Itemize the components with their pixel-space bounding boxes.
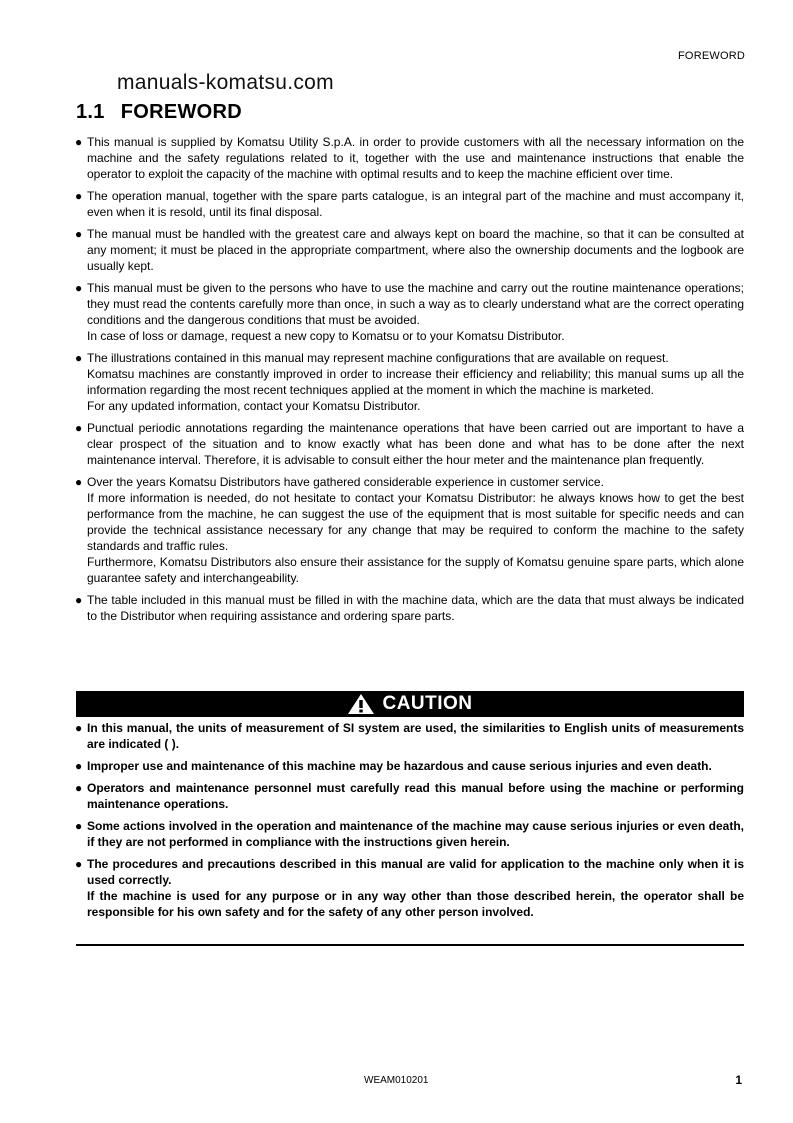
bullet-item xyxy=(76,188,744,220)
bullet-text: This manual must be given to the persons who have to use the machine and carry out the routine maintenance operations; they must read the contents carefully more than once, in such a way as to clearly understand what are the correct operating conditions and the dangerous conditions that must be avoided. xyxy=(87,281,744,327)
bullet-icon: ● xyxy=(75,593,83,607)
caution-item xyxy=(76,856,744,920)
running-header: FOREWORD xyxy=(678,50,745,62)
bullet-text: Komatsu machines are constantly improved in order to increase their efficiency and reliability; this manual sums up all the information regarding the most recent techniques applied at the moment in which the machine is marketed. xyxy=(87,367,744,397)
bullet-icon: ● xyxy=(75,281,83,295)
page-number: 1 xyxy=(735,1073,742,1087)
document-code: WEAM010201 xyxy=(364,1075,429,1086)
caution-text: Improper use and maintenance of this machine may be hazardous and cause serious injuries and even death. xyxy=(87,759,712,773)
bullet-icon: ● xyxy=(75,227,83,241)
bullet-text: The table included in this manual must be filled in with the machine data, which are the data that must always be indicated to the Distributor when requiring assistance and ordering spare parts. xyxy=(87,593,744,623)
bullet-text: This manual is supplied by Komatsu Utility S.p.A. in order to provide customers with all the necessary information on the machine and the safety regulations related to it, together with the use and maintenance instructions that enable the operator to exploit the capacity of the machine with optimal results and to keep the machine efficient over time. xyxy=(87,135,744,181)
bullet-icon: ● xyxy=(75,781,83,795)
caution-text: If the machine is used for any purpose or in any way other than those described herein, the operator shall be responsible for his own safety and for the safety of any other person involved. xyxy=(87,889,744,919)
bullet-icon: ● xyxy=(75,721,83,735)
caution-banner xyxy=(76,691,744,717)
bullet-text: If more information is needed, do not hesitate to contact your Komatsu Distributor: he always knows how to get the best performance from the machine, he can suggest the use of the equipment that is most suitable for specific needs and can provide the technical assistance necessary for any change that may be required to conform the machine to the safety standards and traffic rules. xyxy=(87,491,744,553)
bullet-text: Over the years Komatsu Distributors have gathered considerable experience in customer service. xyxy=(87,475,604,489)
bullet-item xyxy=(76,350,744,414)
bullet-text: The illustrations contained in this manual may represent machine configurations that are available on request. xyxy=(87,351,669,365)
section-number: 1.1 xyxy=(76,101,105,123)
bullet-icon: ● xyxy=(75,351,83,365)
caution-item xyxy=(76,818,744,850)
caution-text: Some actions involved in the operation and maintenance of the machine may cause serious injuries or even death, if they are not performed in compliance with the instructions given herein. xyxy=(87,819,744,849)
bullet-item xyxy=(76,592,744,624)
bullet-text: The operation manual, together with the spare parts catalogue, is an integral part of the machine and must accompany it, even when it is resold, until its final disposal. xyxy=(87,189,744,219)
bullet-item xyxy=(76,226,744,274)
bullet-icon: ● xyxy=(75,759,83,773)
bullet-icon: ● xyxy=(75,857,83,871)
section-title: FOREWORD xyxy=(120,101,242,123)
bullet-icon: ● xyxy=(75,819,83,833)
caution-text: Operators and maintenance personnel must carefully read this manual before using the machine or performing maintenance operations. xyxy=(87,781,744,811)
bullet-icon: ● xyxy=(75,421,83,435)
bullet-text: For any updated information, contact your Komatsu Distributor. xyxy=(87,399,421,413)
bullet-text: Furthermore, Komatsu Distributors also ensure their assistance for the supply of Komatsu genuine spare parts, which alone guarantee safety and interchangeability. xyxy=(87,555,744,585)
bullet-text: Punctual periodic annotations regarding the maintenance operations that have been carried out are important to have a clear prospect of the situation and to know exactly what has been done and what has to be done after the next maintenance interval. Therefore, it is advisable to consult either the hour meter and the maintenance plan frequently. xyxy=(87,421,744,467)
page-title xyxy=(76,101,242,124)
bullet-text: In case of loss or damage, request a new copy to Komatsu or to your Komatsu Distributor. xyxy=(87,329,565,343)
bullet-item xyxy=(76,134,744,182)
caution-bottom-rule xyxy=(76,944,744,946)
bullet-text: The manual must be handled with the greatest care and always kept on board the machine, so that it can be consulted at any moment; it must be placed in the appropriate compartment, where also the ownership documents and the logbook are usually kept. xyxy=(87,227,744,273)
bullet-icon: ● xyxy=(75,475,83,489)
caution-item xyxy=(76,780,744,812)
bullet-icon: ● xyxy=(75,135,83,149)
bullet-icon: ● xyxy=(75,189,83,203)
bullet-item xyxy=(76,474,744,586)
caution-text: In this manual, the units of measurement of SI system are used, the similarities to English units of measurements are indicated ( ). xyxy=(87,721,744,751)
caution-item xyxy=(76,720,744,752)
bullet-item xyxy=(76,420,744,468)
bullet-item xyxy=(76,280,744,344)
warning-triangle-icon xyxy=(347,693,375,715)
caution-label: CAUTION xyxy=(382,693,473,714)
caution-item xyxy=(76,758,744,774)
watermark: manuals-komatsu.com xyxy=(117,71,334,94)
foreword-bullet-list xyxy=(76,134,744,630)
caution-bullet-list xyxy=(76,720,744,926)
caution-text: The procedures and precautions described in this manual are valid for application to the machine only when it is used correctly. xyxy=(87,857,744,887)
